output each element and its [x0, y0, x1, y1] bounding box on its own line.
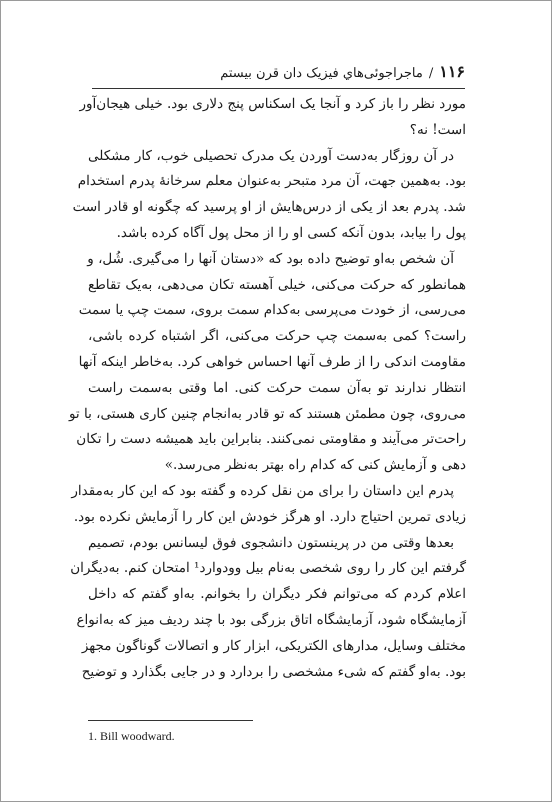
- text-line: است! نه؟: [409, 121, 466, 138]
- text-line: راست؟ کمی به‌سمت چپ حرکت می‌کنی، اگر اشتباه کرده باشی،: [88, 328, 466, 345]
- text-line: اعلام کردم که می‌توانم فکر دیگران را بخوانم. به‌او گفتم که داخل: [88, 586, 466, 603]
- paragraph: [71, 479, 466, 531]
- text-line: پول را بیابد، بدون آنکه کسی او را از محل پول آگاه کرده باشد.: [116, 224, 466, 241]
- text-line: آزمایشگاه شود، آزمایشگاه اتاق بزرگی بود با چند ردیف میز که به‌انواع: [76, 611, 466, 628]
- paragraph: [70, 531, 466, 686]
- footnote-rule: [88, 720, 253, 721]
- text-line: همانطور که حرکت می‌کنی، خیلی آهسته تکان می‌دهی، به‌یک تقاطع: [88, 276, 466, 293]
- text-line: بعدها وقتی من در پرینستون دانشجوی فوق لیسانس بودم، تصمیم: [88, 534, 454, 551]
- header-separator: /: [428, 66, 434, 81]
- text-line: پدرم این داستان را برای من نقل کرده و گفته بود که این کار به‌مقدار: [71, 482, 454, 499]
- text-line: بود. به‌همین جهت، آن مرد متبحر به‌عنوان معلم سرخانهٔ پدرم استخدام: [77, 173, 466, 190]
- header-rule: [92, 88, 465, 89]
- text-line: مورد نظر را باز کرد و آنجا یک اسکناس پنج دلاری بود. خیلی هیجان‌آور: [79, 96, 466, 112]
- running-header: [92, 62, 465, 82]
- paragraph: [68, 247, 466, 479]
- footnote: 1. Bill woodward.: [88, 729, 175, 743]
- text-line: می‌روی، چون مطمئن هستند که تو قادر به‌انجام چنین کاری هستی، با تو: [68, 405, 466, 422]
- text-line: در آن روزگار به‌دست آوردن یک مدرک تحصیلی خوب، کار مشکلی: [88, 147, 454, 164]
- paragraph: [79, 92, 466, 144]
- text-line: دهی و آزمایش کنی که کدام راه بهتر به‌نظر می‌رسد.»: [164, 457, 466, 474]
- text-line: بود. به‌او گفتم که شیء مشخصی را بردارد و در جایی بگذارد و توضیح: [81, 663, 466, 680]
- text-line: گرفتم این کار را روی شخصی به‌نام بیل وودوارد¹ امتحان کنم. به‌دیگران: [70, 560, 466, 577]
- paragraph: [72, 144, 466, 247]
- page-number: ۱۱۶: [439, 62, 465, 81]
- text-line: انتظار ندارند تو به‌آن سمت حرکت کنی. اما وقتی به‌سمت راست: [88, 379, 466, 396]
- body-text: [68, 92, 466, 685]
- book-title: ماجراجوئی‌هاي فيزيک‌ دان قرن بيستم: [220, 66, 423, 81]
- text-line: آن شخص به‌او توضیح داده بود که «دستان آنها را می‌گیری. شُل، و: [87, 250, 454, 267]
- text-line: مختلف وسایل، مدارهای الکتریکی، ابزار کار و اتصالات گوناگون مجهز: [81, 637, 466, 654]
- text-line: زیادی تمرین احتیاج دارد. او هرگز خودش این کار را آزمایش نکرده بود.: [73, 508, 466, 525]
- text-line: شد. پدرم بعد از یکی از درس‌هایش از او پرسید که چگونه او قادر است: [72, 199, 466, 216]
- text-line: می‌رسی، از خودت می‌پرسی به‌کدام سمت بروی، سمت چپ یا سمت: [78, 302, 466, 319]
- text-line: مقاومت اندکی را از طرف آنها احساس خواهی کرد. به‌خاطر اینکه آنها: [78, 353, 466, 370]
- text-line: راحت‌تر می‌آیند و مقاومتی نمی‌کنند. بنابراین باید همیشه دست را تکان: [76, 431, 466, 448]
